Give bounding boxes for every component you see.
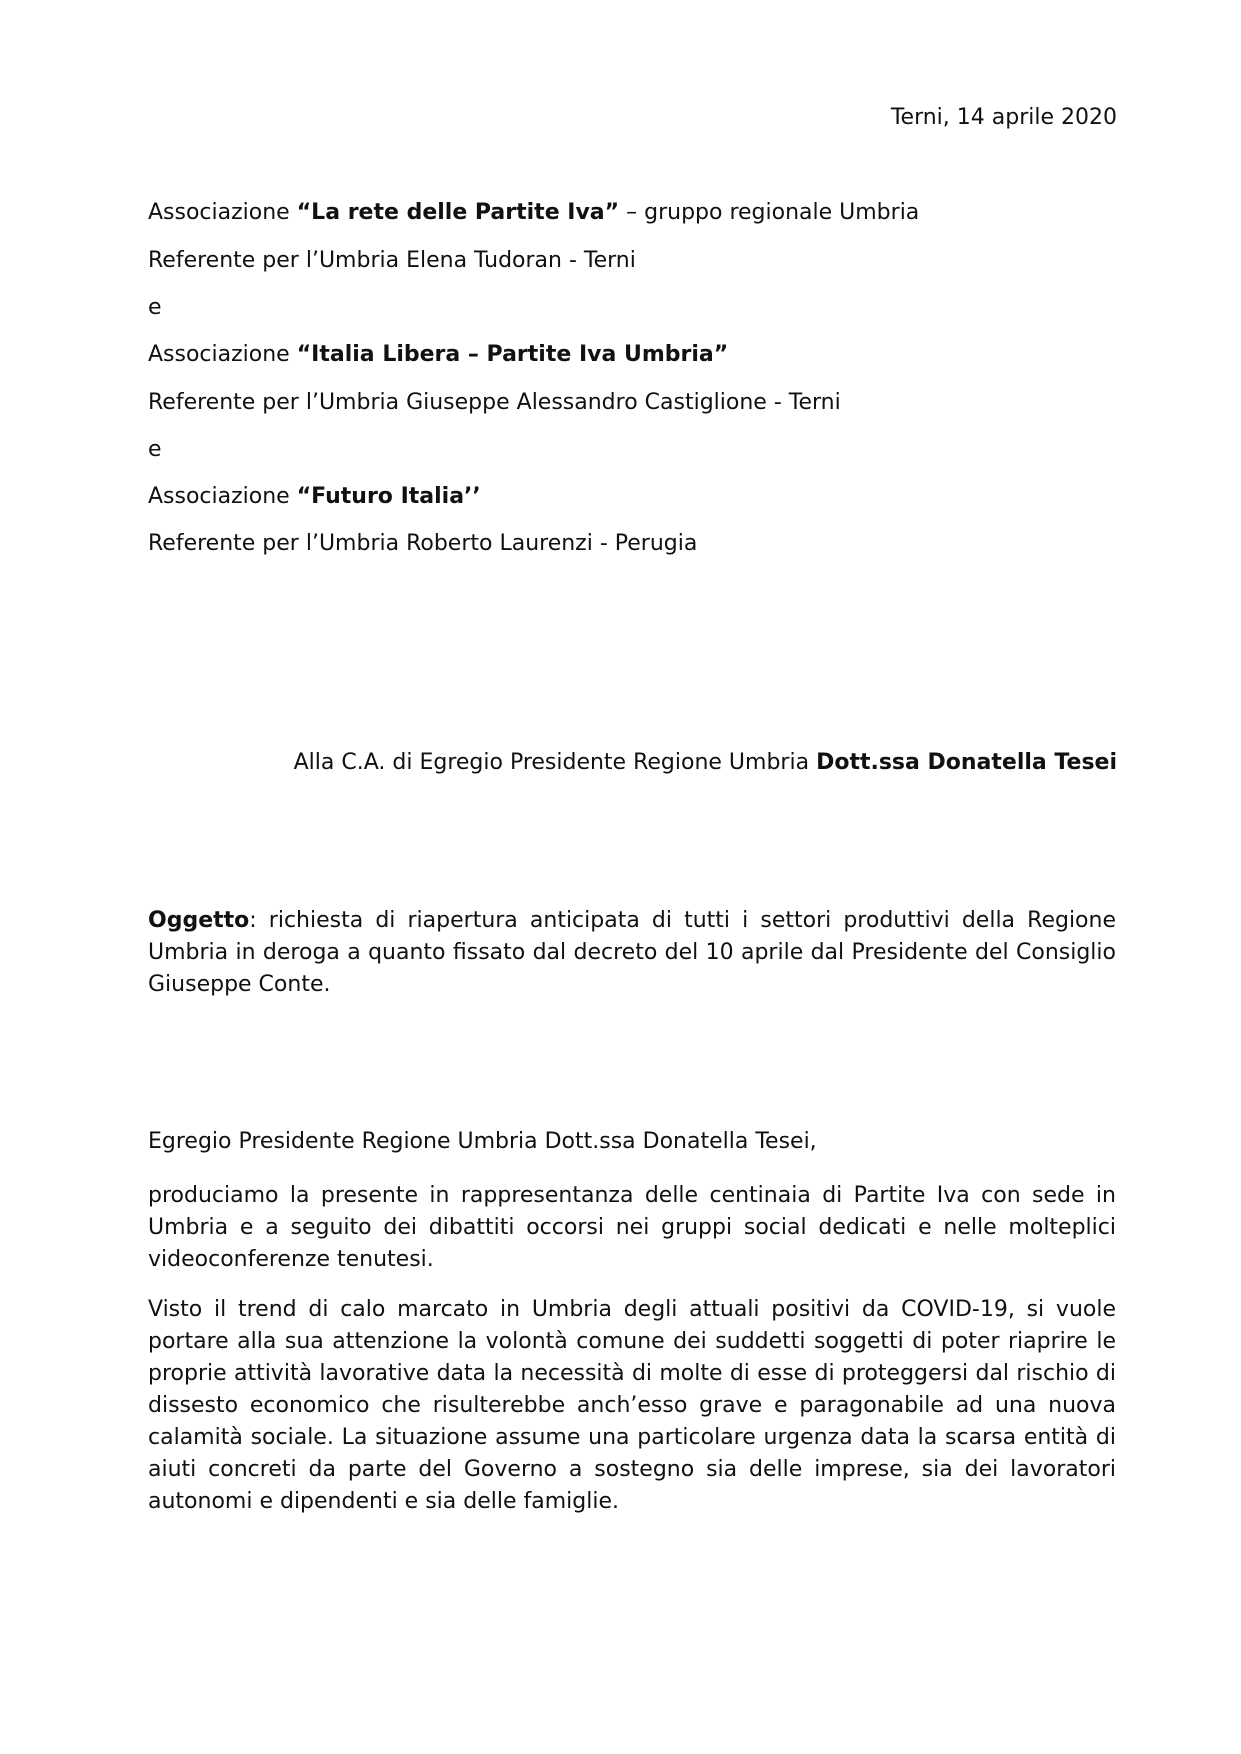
salutation: Egregio Presidente Regione Umbria Dott.ssa Donatella Tesei, — [148, 1129, 817, 1154]
conjunction-2: e — [148, 437, 162, 462]
sender-prefix: Associazione — [148, 342, 297, 367]
sender-association-2 — [148, 340, 728, 370]
sender-referent-2: Referente per l’Umbria Giuseppe Alessandro Castiglione - Terni — [148, 390, 841, 415]
date-line: Terni, 14 aprile 2020 — [890, 105, 1117, 130]
subject-label: Oggetto — [148, 908, 250, 933]
sender-association-1 — [148, 198, 919, 228]
sender-name: “La rete delle Partite Iva” — [296, 200, 620, 225]
sender-referent-1: Referente per l’Umbria Elena Tudoran - Terni — [148, 248, 636, 273]
body-paragraph-1: produciamo la presente in rappresentanza delle centinaia di Partite Iva con sede in Umbria e a seguito dei dibattiti occorsi nei gruppi social dedicati e nelle molteplici videoconferenze tenutesi. — [148, 1183, 1116, 1272]
recipient-name: Dott.ssa Donatella Tesei — [816, 750, 1117, 775]
body-paragraph-2: Visto il trend di calo marcato in Umbria degli attuali positivi da COVID-19, si vuole portare alla sua attenzione la volontà comune dei suddetti soggetti di poter riaprire le proprie attività lavorative data la necessità di molte di esse di proteggersi dal rischio di dissesto economico che risulterebbe anch’esso grave e paragonabile ad una nuova calamità sociale. La situazione assume una particolare urgenza data la scarsa entità di aiuti concreti da parte del Governo a sostegno sia delle imprese, sia dei lavoratori autonomi e dipendenti e sia delle famiglie. — [148, 1297, 1116, 1514]
sender-prefix: Associazione — [148, 200, 297, 225]
sender-referent-3: Referente per l’Umbria Roberto Laurenzi - Perugia — [148, 531, 698, 556]
sender-name: “Futuro Italia’’ — [296, 484, 481, 509]
subject-paragraph — [148, 905, 1116, 1001]
sender-suffix: – gruppo regionale Umbria — [619, 200, 920, 225]
conjunction-1: e — [148, 295, 162, 320]
recipient-line — [294, 748, 1117, 778]
sender-prefix: Associazione — [148, 484, 297, 509]
recipient-prefix: Alla C.A. di Egregio Presidente Regione Umbria — [293, 750, 817, 775]
sender-association-3 — [148, 482, 481, 512]
sender-name: “Italia Libera – Partite Iva Umbria” — [296, 342, 729, 367]
subject-text: : richiesta di riapertura anticipata di tutti i settori produttivi della Regione Umbria in deroga a quanto fissato dal decreto del 10 aprile dal Presidente del Consiglio Giuseppe Conte. — [148, 908, 1116, 997]
